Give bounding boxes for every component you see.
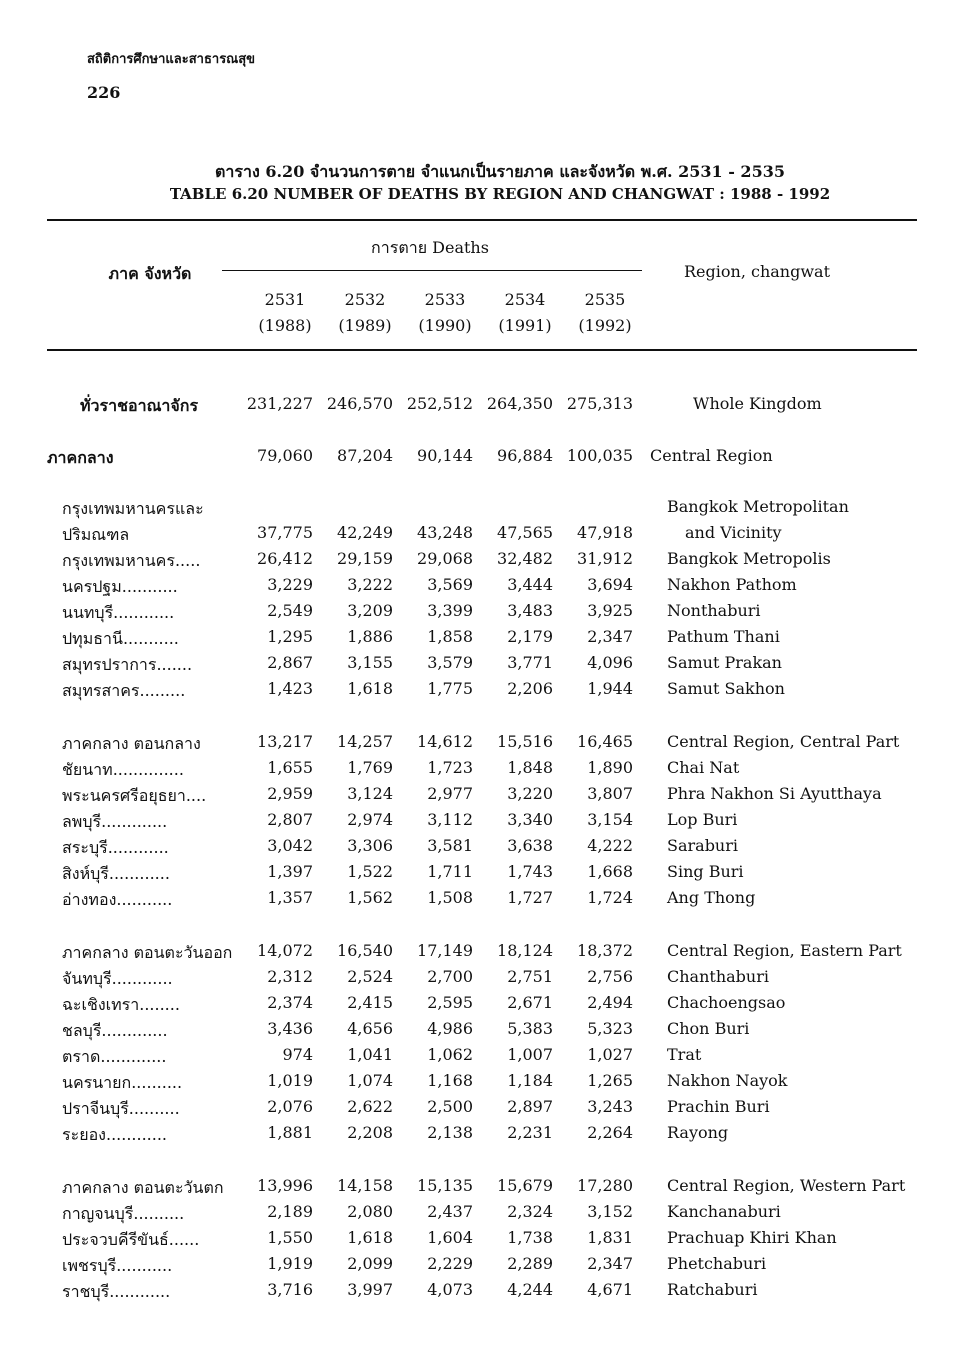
cell-2534: 1,743 <box>507 862 553 881</box>
cell-2533: 3,569 <box>427 575 473 594</box>
cell-2532: 2,208 <box>347 1123 393 1142</box>
row-label-english: Central Region, Western Part <box>667 1176 906 1195</box>
row-label-english: Chon Buri <box>667 1019 750 1038</box>
cell-2534: 96,884 <box>497 446 553 465</box>
cell-2535: 4,096 <box>587 653 633 672</box>
table-row <box>0 446 966 472</box>
cell-2533: 2,977 <box>427 784 473 803</box>
cell-2532: 3,997 <box>347 1280 393 1299</box>
cell-2531: 2,867 <box>267 653 313 672</box>
cell-2535: 2,756 <box>587 967 633 986</box>
table-row <box>0 810 966 836</box>
table-row <box>0 758 966 784</box>
cell-2535: 3,925 <box>587 601 633 620</box>
cell-2532: 29,159 <box>337 549 393 568</box>
cell-2533: 2,437 <box>427 1202 473 1221</box>
header-bottom-rule <box>47 349 917 351</box>
table-title-thai: ตาราง 6.20 จำนวนการตาย จำแนกเป็นรายภาค และจังหวัด พ.ศ. 2531 - 2535 <box>215 162 785 181</box>
row-label-english: Chachoengsao <box>667 993 786 1012</box>
top-rule <box>47 219 917 221</box>
cell-2532: 2,524 <box>347 967 393 986</box>
table-row <box>0 497 966 523</box>
year-be-2533: 2533 <box>424 290 466 309</box>
cell-2534: 1,727 <box>507 888 553 907</box>
cell-2533: 29,068 <box>417 549 473 568</box>
cell-2535: 275,313 <box>566 394 633 413</box>
cell-2535: 3,152 <box>587 1202 633 1221</box>
table-row <box>0 1045 966 1071</box>
cell-2533: 3,579 <box>427 653 473 672</box>
cell-2531: 37,775 <box>257 523 313 542</box>
cell-2531: 2,374 <box>267 993 313 1012</box>
row-label-english: Rayong <box>667 1123 729 1142</box>
cell-2532: 3,306 <box>347 836 393 855</box>
row-label-thai: ภาคกลาง ตอนตะวันออก <box>62 943 233 962</box>
cell-2533: 1,168 <box>427 1071 473 1090</box>
cell-2533: 4,073 <box>427 1280 473 1299</box>
row-label-thai: ชัยนาท.............. <box>62 760 184 779</box>
table-row <box>0 601 966 627</box>
row-label-english: Samut Sakhon <box>667 679 785 698</box>
row-label-english: Prachuap Khiri Khan <box>667 1228 837 1247</box>
year-ce-1989: (1989) <box>338 316 392 335</box>
table-row <box>0 732 966 758</box>
year-be-2535: 2535 <box>584 290 626 309</box>
cell-2534: 15,516 <box>497 732 553 751</box>
row-label-english: Phetchaburi <box>667 1254 767 1273</box>
cell-2535: 2,264 <box>587 1123 633 1142</box>
cell-2532: 1,769 <box>347 758 393 777</box>
row-label-thai: นครปฐม........... <box>62 577 178 596</box>
deaths-subrule <box>222 270 642 271</box>
cell-2532: 1,074 <box>347 1071 393 1090</box>
table-row <box>0 549 966 575</box>
table-row <box>0 1019 966 1045</box>
cell-2535: 31,912 <box>577 549 633 568</box>
row-label-english: Central Region <box>650 446 773 465</box>
cell-2532: 1,041 <box>347 1045 393 1064</box>
cell-2532: 1,618 <box>347 1228 393 1247</box>
cell-2531: 2,959 <box>267 784 313 803</box>
cell-2531: 13,996 <box>257 1176 313 1195</box>
table-row <box>0 1123 966 1149</box>
cell-2533: 14,612 <box>417 732 473 751</box>
cell-2535: 47,918 <box>577 523 633 542</box>
table-title-english: TABLE 6.20 NUMBER OF DEATHS BY REGION AND CHANGWAT : 1988 - 1992 <box>169 185 831 203</box>
row-label-thai: ตราด............. <box>62 1047 167 1066</box>
region-header: Region, changwat <box>684 262 830 281</box>
cell-2531: 3,716 <box>267 1280 313 1299</box>
cell-2533: 1,062 <box>427 1045 473 1064</box>
row-label-thai: ปราจีนบุรี.......... <box>62 1099 180 1118</box>
cell-2531: 13,217 <box>257 732 313 751</box>
cell-2534: 2,179 <box>507 627 553 646</box>
cell-2535: 18,372 <box>577 941 633 960</box>
year-be-2532: 2532 <box>344 290 386 309</box>
row-label-english: Central Region, Eastern Part <box>667 941 902 960</box>
cell-2532: 87,204 <box>337 446 393 465</box>
row-label-thai: ปทุมธานี........... <box>62 629 179 648</box>
row-label-thai: ภาคกลาง ตอนตะวันตก <box>62 1178 224 1197</box>
cell-2534: 2,206 <box>507 679 553 698</box>
cell-2534: 18,124 <box>497 941 553 960</box>
cell-2531: 14,072 <box>257 941 313 960</box>
cell-2534: 2,289 <box>507 1254 553 1273</box>
cell-2535: 17,280 <box>577 1176 633 1195</box>
row-label-english: Central Region, Central Part <box>667 732 900 751</box>
running-header: สถิติการศึกษาและสาธารณสุข <box>87 52 256 67</box>
cell-2534: 3,340 <box>507 810 553 829</box>
cell-2533: 2,595 <box>427 993 473 1012</box>
cell-2534: 2,671 <box>507 993 553 1012</box>
cell-2533: 252,512 <box>406 394 473 413</box>
row-label-english: Ratchaburi <box>667 1280 758 1299</box>
cell-2535: 5,323 <box>587 1019 633 1038</box>
table-row <box>0 784 966 810</box>
cell-2531: 2,076 <box>267 1097 313 1116</box>
cell-2533: 4,986 <box>427 1019 473 1038</box>
row-label-thai: นนทบุรี............ <box>62 603 175 622</box>
cell-2533: 3,399 <box>427 601 473 620</box>
table-row <box>0 1071 966 1097</box>
cell-2531: 1,295 <box>267 627 313 646</box>
cell-2532: 14,257 <box>337 732 393 751</box>
cell-2532: 2,622 <box>347 1097 393 1116</box>
cell-2532: 1,522 <box>347 862 393 881</box>
cell-2534: 2,751 <box>507 967 553 986</box>
row-label-thai: ภาคกลาง <box>47 448 114 467</box>
table-row <box>0 836 966 862</box>
cell-2532: 3,222 <box>347 575 393 594</box>
cell-2534: 1,007 <box>507 1045 553 1064</box>
row-label-thai: เพชรบุรี........... <box>62 1256 173 1275</box>
row-label-english: Saraburi <box>667 836 738 855</box>
cell-2535: 3,154 <box>587 810 633 829</box>
page-number: 226 <box>87 83 121 102</box>
row-label-english: Nakhon Nayok <box>667 1071 788 1090</box>
row-label-english: Bangkok Metropolitan <box>667 497 849 516</box>
cell-2533: 1,775 <box>427 679 473 698</box>
cell-2535: 2,347 <box>587 1254 633 1273</box>
cell-2532: 3,209 <box>347 601 393 620</box>
row-label-thai: ประจวบคีรีขันธ์...... <box>62 1230 200 1249</box>
cell-2531: 231,227 <box>246 394 313 413</box>
table-row <box>0 888 966 914</box>
cell-2533: 2,138 <box>427 1123 473 1142</box>
row-label-english: Sing Buri <box>667 862 744 881</box>
cell-2534: 15,679 <box>497 1176 553 1195</box>
cell-2535: 3,694 <box>587 575 633 594</box>
cell-2535: 100,035 <box>566 446 633 465</box>
cell-2535: 1,831 <box>587 1228 633 1247</box>
cell-2533: 2,700 <box>427 967 473 986</box>
row-label-thai: สมุทรปราการ....... <box>62 655 193 674</box>
cell-2534: 1,848 <box>507 758 553 777</box>
table-row <box>0 679 966 705</box>
deaths-header: การตาย Deaths <box>371 238 489 257</box>
cell-2532: 42,249 <box>337 523 393 542</box>
cell-2533: 3,112 <box>427 810 473 829</box>
year-ce-1992: (1992) <box>578 316 632 335</box>
year-be-2534: 2534 <box>504 290 546 309</box>
row-label-english: Prachin Buri <box>667 1097 770 1116</box>
cell-2533: 1,604 <box>427 1228 473 1247</box>
row-label-english: Trat <box>667 1045 702 1064</box>
cell-2532: 1,618 <box>347 679 393 698</box>
cell-2534: 1,184 <box>507 1071 553 1090</box>
cell-2532: 1,562 <box>347 888 393 907</box>
cell-2532: 3,155 <box>347 653 393 672</box>
row-label-thai: กาญจนบุรี.......... <box>62 1204 185 1223</box>
cell-2534: 3,220 <box>507 784 553 803</box>
cell-2531: 2,807 <box>267 810 313 829</box>
cell-2533: 2,229 <box>427 1254 473 1273</box>
table-row <box>0 627 966 653</box>
cell-2531: 1,423 <box>267 679 313 698</box>
cell-2535: 2,494 <box>587 993 633 1012</box>
row-label-english: Samut Prakan <box>667 653 782 672</box>
row-label-thai: ระยอง............ <box>62 1125 168 1144</box>
cell-2531: 3,042 <box>267 836 313 855</box>
table-row <box>0 523 966 549</box>
cell-2534: 264,350 <box>486 394 553 413</box>
cell-2535: 1,668 <box>587 862 633 881</box>
row-label-thai: อ่างทอง........... <box>62 890 173 909</box>
row-label-thai: ฉะเชิงเทรา........ <box>62 995 180 1014</box>
row-label-thai: สระบุรี............ <box>62 838 169 857</box>
row-label-thai: พระนครศรีอยุธยา.... <box>62 786 207 805</box>
cell-2534: 4,244 <box>507 1280 553 1299</box>
cell-2534: 32,482 <box>497 549 553 568</box>
stub-header: ภาค จังหวัด <box>108 264 192 283</box>
table-row <box>0 1280 966 1306</box>
cell-2534: 1,738 <box>507 1228 553 1247</box>
cell-2534: 3,444 <box>507 575 553 594</box>
cell-2533: 3,581 <box>427 836 473 855</box>
cell-2533: 15,135 <box>417 1176 473 1195</box>
cell-2533: 17,149 <box>417 941 473 960</box>
row-label-english: Nakhon Pathom <box>667 575 797 594</box>
cell-2533: 1,508 <box>427 888 473 907</box>
cell-2533: 1,711 <box>427 862 473 881</box>
row-label-english: Ang Thong <box>667 888 756 907</box>
row-label-thai: ชลบุรี............. <box>62 1021 168 1040</box>
row-label-thai: นครนายก.......... <box>62 1073 183 1092</box>
row-label-english: and Vicinity <box>685 523 782 542</box>
cell-2531: 3,229 <box>267 575 313 594</box>
cell-2531: 79,060 <box>257 446 313 465</box>
row-label-thai: ราชบุรี............ <box>62 1282 171 1301</box>
cell-2531: 1,919 <box>267 1254 313 1273</box>
table-row <box>0 394 966 420</box>
cell-2534: 5,383 <box>507 1019 553 1038</box>
cell-2535: 16,465 <box>577 732 633 751</box>
cell-2531: 2,312 <box>267 967 313 986</box>
cell-2533: 1,858 <box>427 627 473 646</box>
cell-2535: 4,671 <box>587 1280 633 1299</box>
table-row <box>0 967 966 993</box>
cell-2533: 1,723 <box>427 758 473 777</box>
row-label-english: Chanthaburi <box>667 967 769 986</box>
cell-2535: 1,890 <box>587 758 633 777</box>
row-label-thai: จันทบุรี............ <box>62 969 173 988</box>
row-label-english: Nonthaburi <box>667 601 761 620</box>
cell-2533: 2,500 <box>427 1097 473 1116</box>
cell-2535: 1,265 <box>587 1071 633 1090</box>
row-label-english: Lop Buri <box>667 810 738 829</box>
cell-2535: 1,724 <box>587 888 633 907</box>
row-label-thai: กรุงเทพมหานครและ <box>62 499 204 518</box>
year-ce-1991: (1991) <box>498 316 552 335</box>
cell-2531: 1,655 <box>267 758 313 777</box>
row-label-english: Whole Kingdom <box>693 394 822 413</box>
cell-2533: 43,248 <box>417 523 473 542</box>
year-ce-1990: (1990) <box>418 316 472 335</box>
cell-2532: 4,656 <box>347 1019 393 1038</box>
cell-2534: 3,638 <box>507 836 553 855</box>
cell-2532: 2,415 <box>347 993 393 1012</box>
cell-2531: 1,397 <box>267 862 313 881</box>
table-row <box>0 941 966 967</box>
cell-2532: 3,124 <box>347 784 393 803</box>
cell-2534: 3,771 <box>507 653 553 672</box>
row-label-thai: สมุทรสาคร......... <box>62 681 186 700</box>
row-label-english: Kanchanaburi <box>667 1202 781 1221</box>
row-label-thai: ทั่วราชอาณาจักร <box>80 396 199 415</box>
cell-2531: 26,412 <box>257 549 313 568</box>
cell-2531: 2,549 <box>267 601 313 620</box>
cell-2532: 2,099 <box>347 1254 393 1273</box>
row-label-thai: สิงห์บุรี............ <box>62 864 170 883</box>
row-label-english: Phra Nakhon Si Ayutthaya <box>667 784 882 803</box>
row-label-thai: ปริมณฑล <box>62 525 130 544</box>
cell-2535: 4,222 <box>587 836 633 855</box>
cell-2532: 1,886 <box>347 627 393 646</box>
cell-2534: 47,565 <box>497 523 553 542</box>
table-row <box>0 862 966 888</box>
cell-2534: 2,324 <box>507 1202 553 1221</box>
cell-2532: 2,080 <box>347 1202 393 1221</box>
table-row <box>0 1176 966 1202</box>
cell-2534: 2,231 <box>507 1123 553 1142</box>
table-row <box>0 1254 966 1280</box>
table-row <box>0 1202 966 1228</box>
row-label-english: Pathum Thani <box>667 627 780 646</box>
table-row <box>0 1097 966 1123</box>
cell-2532: 2,974 <box>347 810 393 829</box>
cell-2531: 1,019 <box>267 1071 313 1090</box>
cell-2531: 974 <box>282 1045 313 1064</box>
row-label-english: Chai Nat <box>667 758 740 777</box>
cell-2535: 3,807 <box>587 784 633 803</box>
cell-2532: 14,158 <box>337 1176 393 1195</box>
cell-2531: 1,357 <box>267 888 313 907</box>
cell-2533: 90,144 <box>417 446 473 465</box>
cell-2532: 16,540 <box>337 941 393 960</box>
row-label-thai: ลพบุรี............. <box>62 812 168 831</box>
year-ce-1988: (1988) <box>258 316 312 335</box>
cell-2535: 3,243 <box>587 1097 633 1116</box>
cell-2534: 2,897 <box>507 1097 553 1116</box>
row-label-thai: ภาคกลาง ตอนกลาง <box>62 734 201 753</box>
year-be-2531: 2531 <box>264 290 306 309</box>
table-row <box>0 575 966 601</box>
table-row <box>0 993 966 1019</box>
cell-2532: 246,570 <box>326 394 393 413</box>
cell-2534: 3,483 <box>507 601 553 620</box>
cell-2535: 2,347 <box>587 627 633 646</box>
cell-2531: 3,436 <box>267 1019 313 1038</box>
cell-2535: 1,027 <box>587 1045 633 1064</box>
cell-2531: 1,550 <box>267 1228 313 1247</box>
row-label-thai: กรุงเทพมหานคร..... <box>62 551 201 570</box>
cell-2535: 1,944 <box>587 679 633 698</box>
table-row <box>0 1228 966 1254</box>
row-label-english: Bangkok Metropolis <box>667 549 831 568</box>
cell-2531: 2,189 <box>267 1202 313 1221</box>
table-row <box>0 653 966 679</box>
cell-2531: 1,881 <box>267 1123 313 1142</box>
